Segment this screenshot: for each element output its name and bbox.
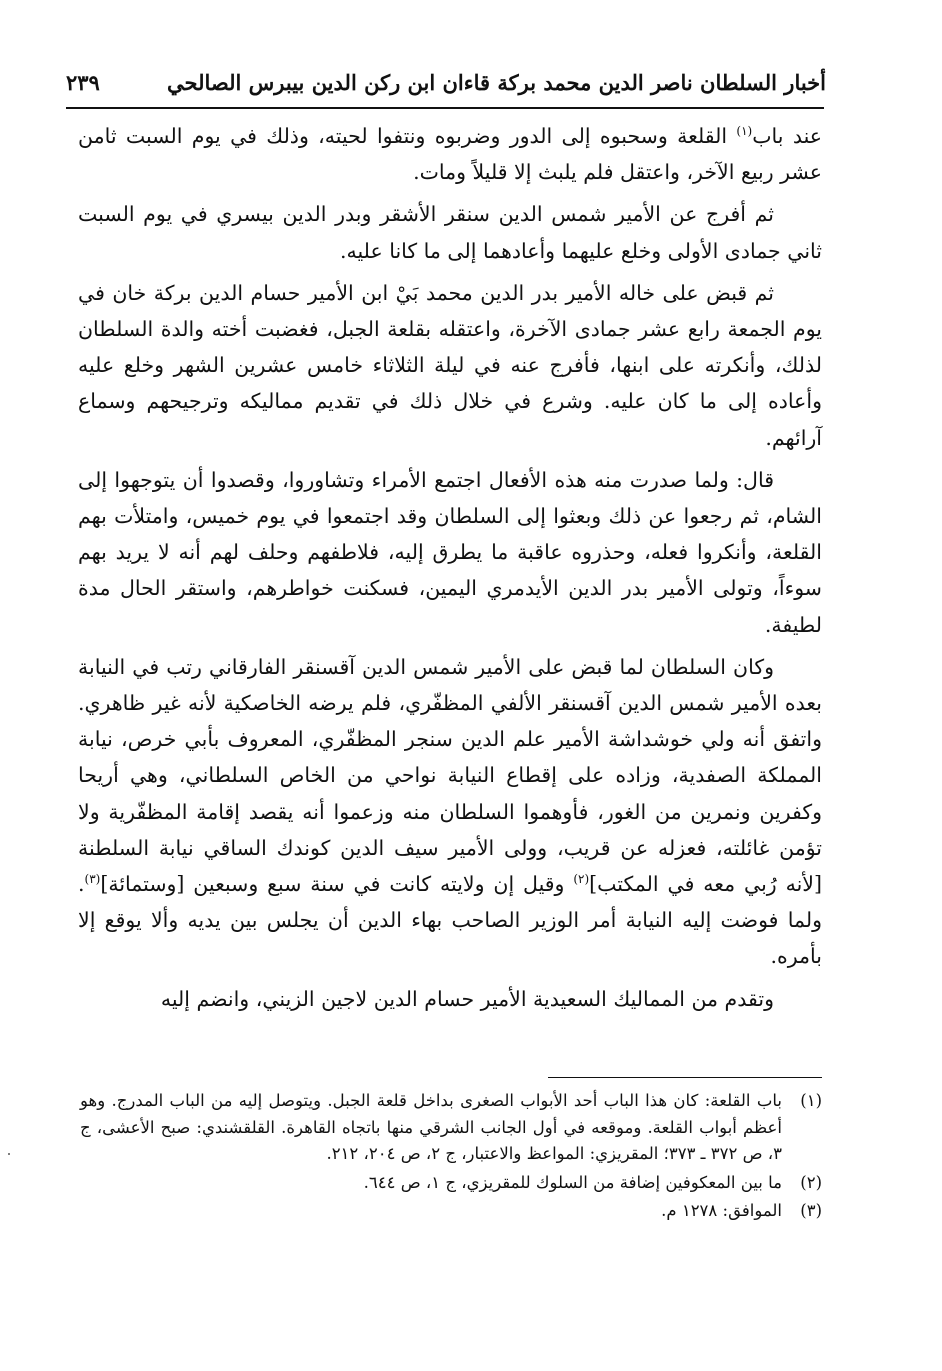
running-header <box>66 66 826 102</box>
footnote-number: (٢) <box>800 1172 822 1192</box>
footnote-number: (١) <box>800 1091 822 1110</box>
paragraph-5 <box>78 649 822 975</box>
footnote-text: باب القلعة: كان هذا الباب أحد الأبواب الصغرى بداخل قلعة الجبل. ويتوصل إليه من الباب المدرج. وهو أعظم أبواب القلعة. وموقعه في أول الجانب الشرقي منها باتجاه القاهرة. القلقشندي: صبح الأعشى، ج ٣، ص ٣٧٢ ـ ٣٧٣؛ المقريزي: المواعظ والاعتبار، ج ٢، ص ٢٠٤، ٢١٢. <box>80 1091 782 1163</box>
paragraph-5-part-a: وكان السلطان لما قبض على الأمير شمس الدين آقسنقر الفارقاني رتب في النيابة بعده الأمير شمس الدين آقسنقر الألفي المظفّري، فلم يرضه الخاصكية لأنه غير ظاهري. واتفق أنه ولي خوشداشة الأمير علم الدين سنجر المظفّري، المعروف بأبي خرص، نيابة المملكة الصفدية، وزاده على إقطاع النيابة نواحي من الخاص السلطاني، وهي أريحا وكفرين ونمرين من الغور، فأوهموا السلطان منه وزعموا أنه يقصد إقامة المظفّرية ولا تؤمن غائلته، فعزله عن قريب، وولى الأمير سيف الدين كوندك الساقي نيابة السلطنة [لأنه رُبي معه في المكتب] <box>78 654 822 897</box>
main-text <box>78 118 822 1023</box>
footnote-2 <box>80 1170 822 1197</box>
paragraph-3: ثم قبض على خاله الأمير بدر الدين محمد بَيْ ابن الأمير حسام الدين بركة خان في يوم الجمعة رابع عشر جمادى الآخرة، واعتقله بقلعة الجبل، فغضبت أخته والدة السلطان لذلك، وأنكرته على ابنها، فأفرج عنه في ليلة الثلاثاء خامس عشرين الشهر وخلع عليه وأعاده إلى ما كان عليه. وشرع في خلال ذلك في تقديم مماليكه وترجيحهم وسماع آرائهم. <box>78 280 822 450</box>
footnote-ref-3: (٣) <box>84 872 101 887</box>
paragraph-1-part-a: عند باب <box>752 124 822 148</box>
scan-speck <box>8 1153 10 1155</box>
paragraph-2: ثم أفرج عن الأمير شمس الدين سنقر الأشقر وبدر الدين بيسري في يوم السبت ثاني جمادى الأولى وخلع عليهما وأعادهما إلى ما كانا عليه. <box>78 202 822 263</box>
paragraph-5-part-c: . ولما فوضت إليه النيابة أمر الوزير الصاحب بهاء الدين أن يجلس بين يديه وألا يوقع إلا بأمره. <box>78 872 822 969</box>
footnote-separator <box>548 1077 822 1078</box>
footnote-text: ما بين المعكوفين إضافة من السلوك للمقريزي، ج ١، ص ٦٤٤. <box>363 1172 782 1192</box>
paragraph-5-part-b: وقيل إن ولايته كانت في سنة سبع وسبعين [وستمائة] <box>100 872 574 897</box>
page-number: ٢٣٩ <box>66 70 100 95</box>
footnote-ref-1: (١) <box>736 124 753 139</box>
paragraph-4: قال: ولما صدرت منه هذه الأفعال اجتمع الأمراء وتشاوروا، وقصدوا أن يتوجهوا إلى الشام، ثم رجعوا عن ذلك وبعثوا إلى السلطان وقد اجتمعوا في يوم خميس، وامتلأت بهم القلعة، وأنكروا فعله، وحذروه عاقبة ما يطرق إليه، فلاطفهم وحلف لهم أنه لا يريد بهم سوءاً، وتولى الأمير بدر الدين الأيدمري اليمين، فسكنت خواطرهم، واستقر الحال مدة لطيفة. <box>78 467 822 637</box>
footnote-ref-2: (٢) <box>573 872 590 887</box>
paragraph-6: وتقدم من المماليك السعيدية الأمير حسام الدين لاجين الزيني، وانضم إليه <box>160 986 774 1011</box>
footnote-1 <box>80 1088 822 1168</box>
footnotes <box>80 1088 822 1227</box>
header-rule <box>66 107 824 109</box>
paragraph-1 <box>78 118 822 190</box>
paragraph-1-part-b: القلعة وسحبوه إلى الدور وضربوه ونتفوا لحيته، وذلك في يوم السبت ثامن عشر ربيع الآخر، واعتقل فلم يلبث إلا قليلاً ومات. <box>78 124 822 185</box>
footnote-number: (٣) <box>800 1201 822 1220</box>
footnote-text: الموافق: ١٢٧٨ م. <box>661 1201 782 1220</box>
header-title: أخبار السلطان ناصر الدين محمد بركة قاءان ابن ركن الدين بيبرس الصالحي <box>167 70 826 95</box>
footnote-3 <box>80 1198 822 1225</box>
